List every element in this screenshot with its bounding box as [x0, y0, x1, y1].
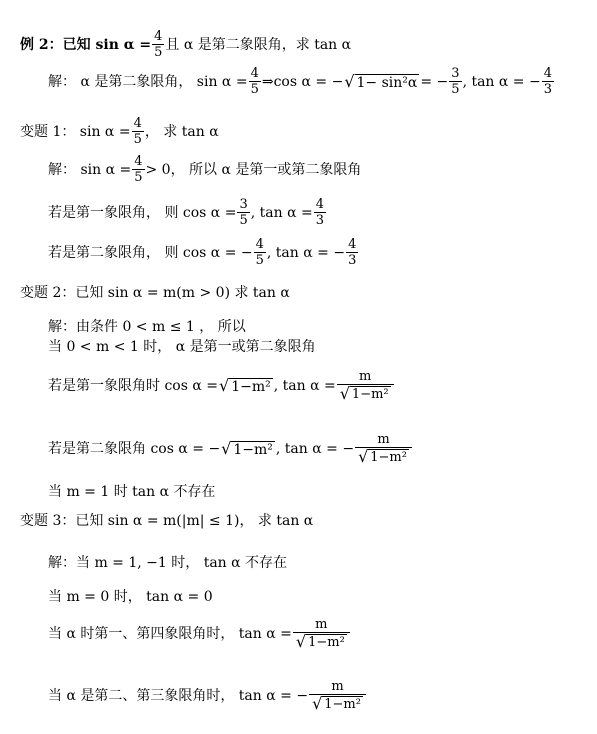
radical-icon: √	[221, 439, 232, 458]
denominator	[346, 252, 358, 267]
text-run: 变题 3：已知 sin α = m(|m| ≤ 1)， 求 tan α	[20, 513, 314, 529]
text-run: 3	[239, 197, 248, 212]
denominator	[355, 447, 412, 465]
text-run: 解：当 m = 1, −1 时， tan α 不存在	[48, 555, 288, 571]
text-run: 解： α 是第二象限角， sin α =	[48, 73, 248, 90]
fraction	[449, 67, 461, 96]
numerator	[357, 370, 373, 384]
radical-icon: √	[339, 384, 350, 403]
fraction	[337, 370, 394, 402]
denominator	[132, 131, 144, 146]
text-run: m	[331, 679, 344, 694]
text-run: 当 α 时第一、第四象限角时， tan α =	[48, 626, 292, 642]
numerator	[249, 67, 261, 81]
radicand: 1−m²	[351, 387, 389, 402]
text-run: , tan α = −	[462, 73, 541, 90]
text-run: 5	[239, 213, 248, 228]
numerator	[254, 238, 266, 252]
variant-2-undefined	[48, 485, 216, 499]
variant-2-problem	[20, 286, 290, 300]
fraction	[132, 117, 144, 146]
variant-2-case-2	[48, 433, 413, 465]
fraction	[254, 238, 266, 267]
text-run: 4	[133, 116, 142, 131]
text-run: 当 m = 1 时 tan α 不存在	[48, 484, 216, 500]
radicand: 1− sin²α	[356, 74, 418, 91]
radical-icon: √	[219, 376, 230, 395]
text-run: 5	[133, 132, 142, 147]
text-run: 若是第一象限角， 则 cos α =	[48, 204, 237, 221]
text-run: 若是第二象限角 cos α = −	[48, 441, 221, 457]
fraction	[542, 67, 554, 96]
radicand: 1−m²	[308, 635, 345, 650]
text-run: 变题 1： sin α =	[20, 123, 131, 140]
text-run: , tan α = −	[266, 244, 346, 261]
text-run: , tan α = −	[275, 441, 355, 457]
text-run: ， 求 tan α	[144, 123, 219, 140]
variant-1-solution	[48, 155, 361, 184]
fraction	[346, 238, 358, 267]
text-run: 变题 2：已知 sin α = m(m > 0) 求 tan α	[20, 285, 290, 301]
text-run: 当 0 < m < 1 时， α 是第一或第二象限角	[48, 339, 316, 355]
variant-1-case-1	[48, 198, 327, 227]
denominator	[293, 632, 350, 650]
text-run: 当 m = 0 时， tan α = 0	[48, 589, 213, 605]
numerator	[132, 117, 144, 131]
numerator	[449, 67, 461, 81]
square-root	[221, 441, 275, 457]
radical-icon: √	[295, 632, 307, 651]
text-run: 3	[451, 66, 460, 81]
fraction	[309, 680, 366, 712]
square-root	[340, 386, 391, 402]
text-run: 3	[348, 253, 357, 268]
fraction	[314, 198, 326, 227]
numerator	[314, 198, 326, 212]
text-run: m	[377, 432, 390, 447]
variant-2-quadrants	[48, 340, 316, 354]
text-run: 当 α 是第二、第三象限角时， tan α = −	[48, 688, 309, 704]
text-run: 3	[315, 213, 324, 228]
numerator	[132, 155, 144, 169]
denominator	[249, 81, 261, 96]
text-run: 5	[250, 82, 259, 97]
example-2-problem	[20, 30, 351, 59]
text-run: 5	[255, 253, 264, 268]
fraction	[249, 67, 261, 96]
text-run: 4	[543, 66, 552, 81]
text-run: , tan α =	[273, 378, 336, 394]
example-2-solution	[48, 67, 555, 96]
fraction	[293, 618, 350, 650]
denominator	[314, 212, 326, 227]
text-run: 4	[348, 237, 357, 252]
numerator	[329, 680, 345, 694]
text-run: 5	[134, 170, 143, 185]
radicand: 1−m²	[233, 442, 273, 458]
denominator	[542, 81, 554, 96]
text-run: 解：由条件 0 < m ≤ 1 ， 所以	[48, 319, 246, 335]
square-root	[312, 696, 363, 712]
variant-3-solution	[48, 556, 287, 570]
square-root	[358, 449, 409, 465]
text-run: , tan α =	[250, 204, 313, 221]
square-root	[344, 71, 419, 91]
radical-icon: √	[358, 447, 369, 466]
text-run: 4	[255, 237, 264, 252]
numerator	[313, 618, 329, 632]
variant-2-solution	[48, 320, 246, 334]
text-run: 例 2：已知 sin α =	[20, 36, 152, 53]
denominator	[152, 44, 164, 59]
text-run: > 0， 所以 α 是第一或第二象限角	[145, 161, 362, 178]
variant-1-case-2	[48, 238, 359, 267]
text-run: 若是第二象限角， 则 cos α = −	[48, 244, 253, 261]
text-run: 3	[543, 82, 552, 97]
text-run: = −	[420, 73, 449, 90]
radicand: 1−m²	[370, 450, 407, 465]
numerator	[152, 30, 164, 44]
radicand: 1−m²	[324, 697, 361, 712]
fraction	[355, 433, 412, 465]
text-run: m	[315, 617, 328, 632]
text-run: ⇒cos α = −	[261, 73, 344, 90]
text-run: 且 α 是第二象限角，求 tan α	[165, 36, 352, 53]
text-run: 4	[154, 29, 163, 44]
denominator	[237, 212, 249, 227]
fraction	[132, 155, 144, 184]
square-root	[296, 634, 347, 650]
fraction	[237, 198, 249, 227]
numerator	[237, 198, 249, 212]
text-run: 4	[315, 197, 324, 212]
variant-1-problem	[20, 117, 219, 146]
text-run: 若是第一象限角时 cos α =	[48, 378, 218, 394]
text-run: 解： sin α =	[48, 161, 132, 178]
square-root	[219, 378, 273, 394]
text-run: 4	[250, 66, 259, 81]
numerator	[346, 238, 358, 252]
denominator	[337, 384, 394, 402]
denominator	[132, 169, 144, 184]
variant-3-zero	[48, 590, 213, 604]
text-run: 5	[154, 45, 163, 60]
fraction	[152, 30, 164, 59]
text-run: m	[359, 369, 372, 384]
numerator	[375, 433, 391, 447]
text-run: 5	[451, 82, 460, 97]
variant-3-problem	[20, 514, 313, 528]
variant-3-case-2-3	[48, 680, 367, 712]
radicand: 1−m²	[231, 379, 271, 395]
radical-icon: √	[312, 694, 323, 713]
variant-2-case-1	[48, 370, 395, 402]
denominator	[254, 252, 266, 267]
denominator	[309, 694, 366, 712]
denominator	[449, 81, 461, 96]
radical-icon: √	[344, 71, 355, 91]
numerator	[542, 67, 554, 81]
variant-3-case-1-4	[48, 618, 351, 650]
text-run: 4	[134, 154, 143, 169]
